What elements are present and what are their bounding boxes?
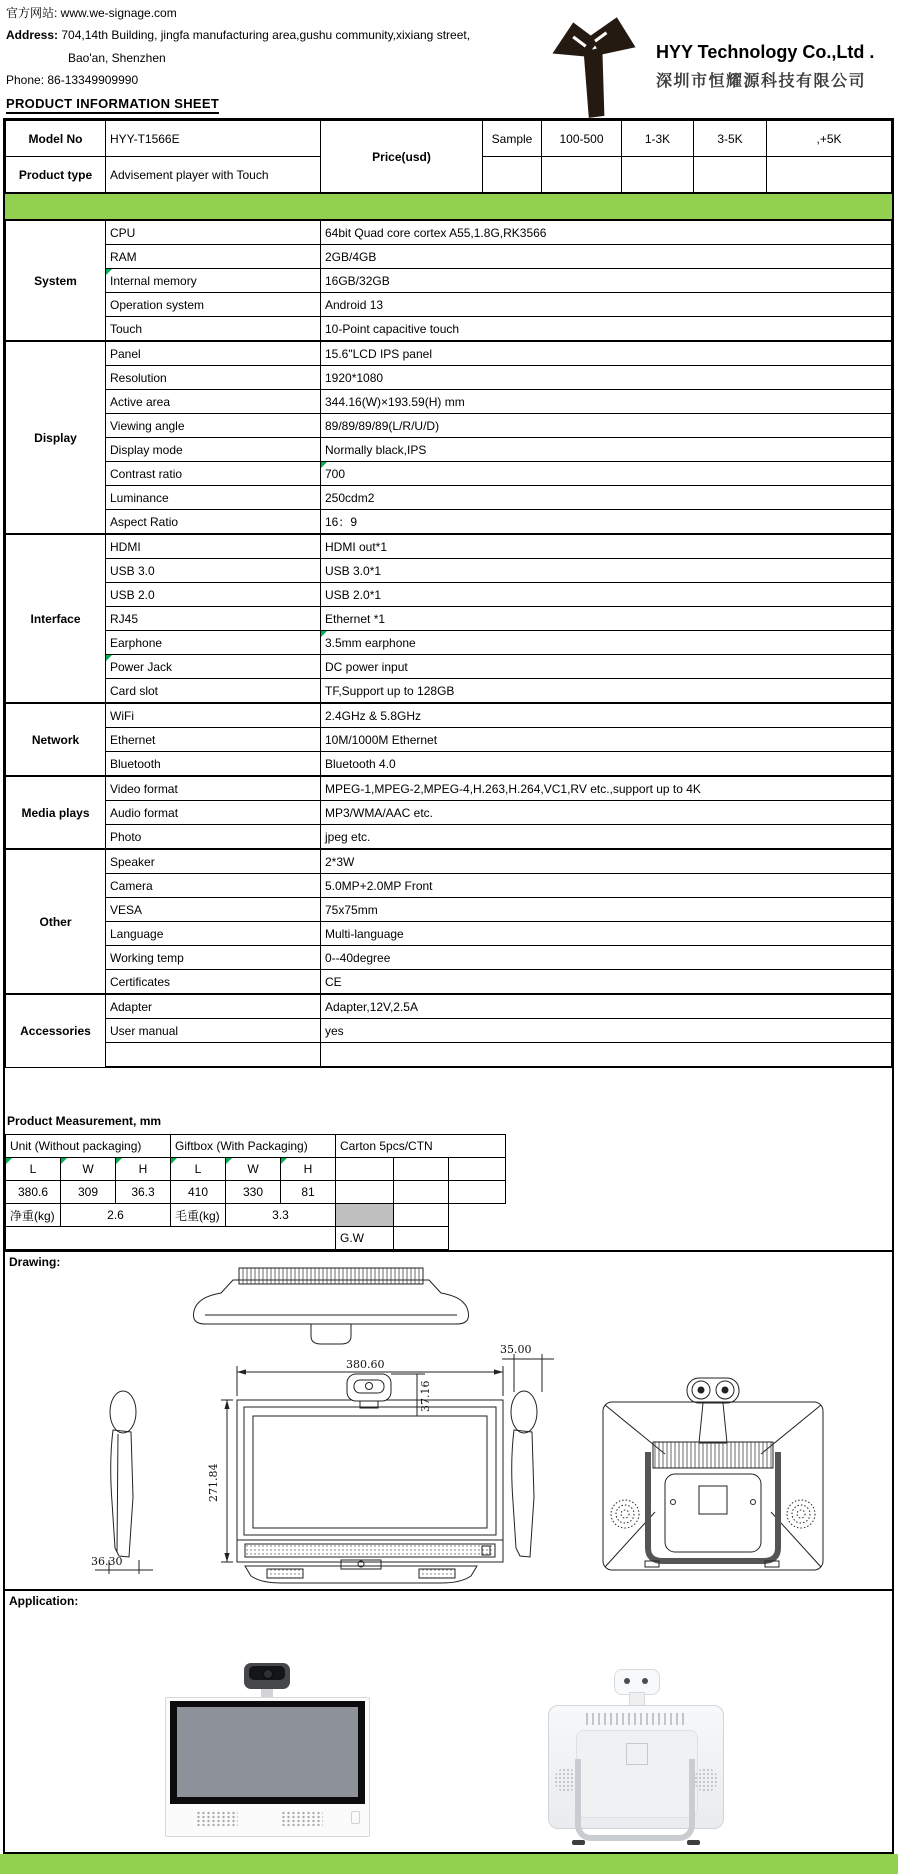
spec-key-cell: Aspect Ratio: [106, 510, 321, 535]
spec-value-cell: yes: [321, 1019, 892, 1043]
spec-key-cell: Touch: [106, 317, 321, 342]
gray-cell: [336, 1204, 394, 1227]
net-weight-value: 2.6: [61, 1204, 171, 1227]
spec-value-cell: Multi-language: [321, 922, 892, 946]
company-logo: [538, 12, 874, 120]
webcam-lens-icon: [642, 1678, 648, 1684]
spec-key-cell: WiFi: [106, 703, 321, 728]
spec-key-cell: Contrast ratio: [106, 462, 321, 486]
price-cell-empty: [483, 157, 542, 193]
model-no-value: HYY-T1566E: [106, 121, 321, 157]
green-section-divider: [5, 193, 892, 219]
company-name-cn: 深圳市恒耀源科技有限公司: [656, 72, 867, 90]
power-button-icon: [351, 1811, 360, 1824]
spec-value-cell: DC power input: [321, 655, 892, 679]
company-name-en: HYY Technology Co.,Ltd .: [656, 41, 875, 62]
unit-l-value: 380.6: [6, 1181, 61, 1204]
spec-value-cell: 16：9: [321, 510, 892, 535]
spec-key-cell: USB 3.0: [106, 559, 321, 583]
dim-header-h: H: [281, 1158, 336, 1181]
front-device-body: [165, 1697, 370, 1837]
giftbox-w-value: 330: [226, 1181, 281, 1204]
spec-key-cell: Video format: [106, 776, 321, 801]
spec-key-cell: Speaker: [106, 849, 321, 874]
dim-width-label: 380.60: [346, 1358, 385, 1371]
spec-value-cell: 89/89/89/89(L/R/U/D): [321, 414, 892, 438]
carton-cell-empty: [449, 1181, 506, 1204]
dim-header-w: W: [61, 1158, 116, 1181]
spec-value-cell: 10-Point capacitive touch: [321, 317, 892, 342]
spec-value-cell: 15.6"LCD IPS panel: [321, 341, 892, 366]
bottom-green-bar: [0, 1854, 898, 1874]
spec-value-cell: Ethernet *1: [321, 607, 892, 631]
price-cell-empty: [542, 157, 622, 193]
spec-value-cell: 3.5mm earphone: [321, 631, 892, 655]
header: [6, 6, 470, 114]
spec-key-cell: USB 2.0: [106, 583, 321, 607]
spec-value-cell: 1920*1080: [321, 366, 892, 390]
phone-text: Phone: 86-13349909990: [6, 73, 139, 88]
spec-key-cell: Display mode: [106, 438, 321, 462]
spec-value-cell: USB 2.0*1: [321, 583, 892, 607]
carton-group-header: Carton 5pcs/CTN: [336, 1135, 506, 1158]
speaker-grille-icon: [694, 1768, 718, 1792]
spec-value-cell: 64bit Quad core cortex A55,1.8G,RK3566: [321, 220, 892, 245]
webcam-lens-icon: [624, 1678, 630, 1684]
spec-value-cell: 2*3W: [321, 849, 892, 874]
spec-value-cell: 75x75mm: [321, 898, 892, 922]
spec-key-cell: Active area: [106, 390, 321, 414]
logo-y-icon: [538, 12, 650, 120]
carton-cell-empty: [449, 1158, 506, 1181]
spec-value-cell: TF,Support up to 128GB: [321, 679, 892, 704]
price-tier-5k: ,+5K: [767, 121, 892, 157]
application-section: [5, 1589, 892, 1852]
spec-value-cell: CE: [321, 970, 892, 995]
stand-foot: [687, 1840, 700, 1845]
spec-section-display: Display: [6, 341, 106, 534]
price-cell-empty: [767, 157, 892, 193]
front-bezel: [170, 1701, 365, 1804]
spec-value-cell: jpeg etc.: [321, 825, 892, 850]
application-title: Application:: [9, 1594, 79, 1608]
spec-value-cell: MPEG-1,MPEG-2,MPEG-4,H.263,H.264,VC1,RV etc.,support up to 4K: [321, 776, 892, 801]
carton-cell-empty: [336, 1158, 394, 1181]
address-label: Address:: [6, 28, 59, 43]
price-cell-empty: [622, 157, 694, 193]
borderless-cell: [449, 1204, 506, 1227]
dim-header-l: L: [171, 1158, 226, 1181]
spec-value-cell: 2GB/4GB: [321, 245, 892, 269]
spec-key-cell: Photo: [106, 825, 321, 850]
carton-cell-empty: [394, 1227, 449, 1250]
spec-key-cell: Working temp: [106, 946, 321, 970]
spec-key-cell: Adapter: [106, 994, 321, 1019]
dim-side-label: 35.00: [500, 1343, 532, 1356]
spec-key-cell: Luminance: [106, 486, 321, 510]
spec-value-cell: 10M/1000M Ethernet: [321, 728, 892, 752]
spec-key-cell: Card slot: [106, 679, 321, 704]
spec-key-cell: Panel: [106, 341, 321, 366]
price-cell-empty: [694, 157, 767, 193]
carton-cell-empty: [394, 1204, 449, 1227]
net-weight-label: 净重(kg): [6, 1204, 61, 1227]
product-type-label: Product type: [6, 157, 106, 193]
spec-key-cell: Operation system: [106, 293, 321, 317]
spec-value-cell: HDMI out*1: [321, 534, 892, 559]
address-line1: 704,14th Building, jingfa manufacturing area,gushu community,xixiang street,: [61, 28, 471, 43]
spec-key-cell: HDMI: [106, 534, 321, 559]
stand-foot: [572, 1840, 585, 1845]
spec-value-cell: 16GB/32GB: [321, 269, 892, 293]
spec-key-cell: Internal memory: [106, 269, 321, 293]
measurement-section: [5, 1114, 892, 1250]
carton-cell-empty: [394, 1181, 449, 1204]
dim-cam-label: 37.16: [419, 1380, 432, 1412]
spec-key-cell: RAM: [106, 245, 321, 269]
spec-key-cell: Bluetooth: [106, 752, 321, 777]
spec-key-cell: Viewing angle: [106, 414, 321, 438]
spec-key-cell: Ethernet: [106, 728, 321, 752]
borderless-cell: [449, 1227, 506, 1250]
giftbox-h-value: 81: [281, 1181, 336, 1204]
model-no-label: Model No: [6, 121, 106, 157]
spec-key-cell: [106, 1043, 321, 1068]
gw-label: G.W: [336, 1227, 394, 1250]
spec-section-network: Network: [6, 703, 106, 776]
spec-value-cell: 250cdm2: [321, 486, 892, 510]
spec-key-cell: Language: [106, 922, 321, 946]
website-text: 官方网站: www.we-signage.com: [6, 6, 177, 20]
measurement-empty-row: [6, 1227, 336, 1250]
sheet-frame: [3, 118, 894, 1854]
address-block: [6, 28, 470, 65]
spec-section-interface: Interface: [6, 534, 106, 703]
drawing-section: [5, 1250, 892, 1589]
gross-weight-value: 3.3: [226, 1204, 336, 1227]
price-tier-100-500: 100-500: [542, 121, 622, 157]
dim-height-label: 271.84: [207, 1463, 220, 1502]
spec-value-cell: Bluetooth 4.0: [321, 752, 892, 777]
technical-drawing-svg: [5, 1252, 888, 1587]
spec-section-accessories: Accessories: [6, 994, 106, 1067]
spec-value-cell: Adapter,12V,2.5A: [321, 994, 892, 1019]
info-table: [5, 120, 892, 193]
gross-weight-label: 毛重(kg): [171, 1204, 226, 1227]
speaker-grille-icon: [196, 1811, 238, 1826]
spec-key-cell: Camera: [106, 874, 321, 898]
spec-value-cell: Android 13: [321, 293, 892, 317]
spec-key-cell: User manual: [106, 1019, 321, 1043]
spec-value-cell: 344.16(W)×193.59(H) mm: [321, 390, 892, 414]
kickstand-icon: [575, 1759, 695, 1841]
speaker-grille-icon: [281, 1811, 323, 1826]
unit-w-value: 309: [61, 1181, 116, 1204]
spec-value-cell: 5.0MP+2.0MP Front: [321, 874, 892, 898]
spec-key-cell: Certificates: [106, 970, 321, 995]
vent-slots-icon: [586, 1713, 686, 1725]
price-tier-sample: Sample: [483, 121, 542, 157]
spec-value-cell: Normally black,IPS: [321, 438, 892, 462]
dim-header-w: W: [226, 1158, 281, 1181]
giftbox-l-value: 410: [171, 1181, 226, 1204]
product-photo-front: [165, 1663, 370, 1837]
price-tier-1-3k: 1-3K: [622, 121, 694, 157]
spec-section-system: System: [6, 220, 106, 341]
spec-key-cell: Earphone: [106, 631, 321, 655]
spec-table: [5, 219, 892, 1068]
webcam-icon: [244, 1663, 290, 1689]
logo-text: [656, 42, 874, 91]
address-line2: Bao'an, Shenzhen: [68, 50, 166, 65]
price-tier-3-5k: 3-5K: [694, 121, 767, 157]
dim-header-h: H: [116, 1158, 171, 1181]
front-screen: [177, 1707, 358, 1797]
spec-value-cell: 700: [321, 462, 892, 486]
spec-value-cell: USB 3.0*1: [321, 559, 892, 583]
product-type-value: Advisement player with Touch: [106, 157, 321, 193]
spec-value-cell: 2.4GHz & 5.8GHz: [321, 703, 892, 728]
spec-value-cell: 0--40degree: [321, 946, 892, 970]
spec-key-cell: VESA: [106, 898, 321, 922]
spec-key-cell: CPU: [106, 220, 321, 245]
spec-value-cell: MP3/WMA/AAC etc.: [321, 801, 892, 825]
spec-key-cell: Audio format: [106, 801, 321, 825]
measurement-title: Product Measurement, mm: [7, 1114, 162, 1128]
spec-value-cell: [321, 1043, 892, 1068]
webcam-lens-icon: [263, 1669, 273, 1679]
unit-group-header: Unit (Without packaging): [6, 1135, 171, 1158]
price-header: Price(usd): [321, 121, 483, 193]
unit-h-value: 36.3: [116, 1181, 171, 1204]
drawing-title: Drawing:: [9, 1255, 61, 1269]
carton-cell-empty: [394, 1158, 449, 1181]
spec-key-cell: Power Jack: [106, 655, 321, 679]
measurement-table: [5, 1134, 506, 1250]
spec-key-cell: RJ45: [106, 607, 321, 631]
spec-key-cell: Resolution: [106, 366, 321, 390]
spec-section-other: Other: [6, 849, 106, 994]
carton-cell-empty: [336, 1181, 394, 1204]
sheet-title: PRODUCT INFORMATION SHEET: [6, 96, 219, 115]
giftbox-group-header: Giftbox (With Packaging): [171, 1135, 336, 1158]
product-photo-back: [548, 1669, 724, 1845]
dim-depth-label: 36.30: [91, 1555, 123, 1568]
spec-section-media: Media plays: [6, 776, 106, 849]
dim-header-l: L: [6, 1158, 61, 1181]
